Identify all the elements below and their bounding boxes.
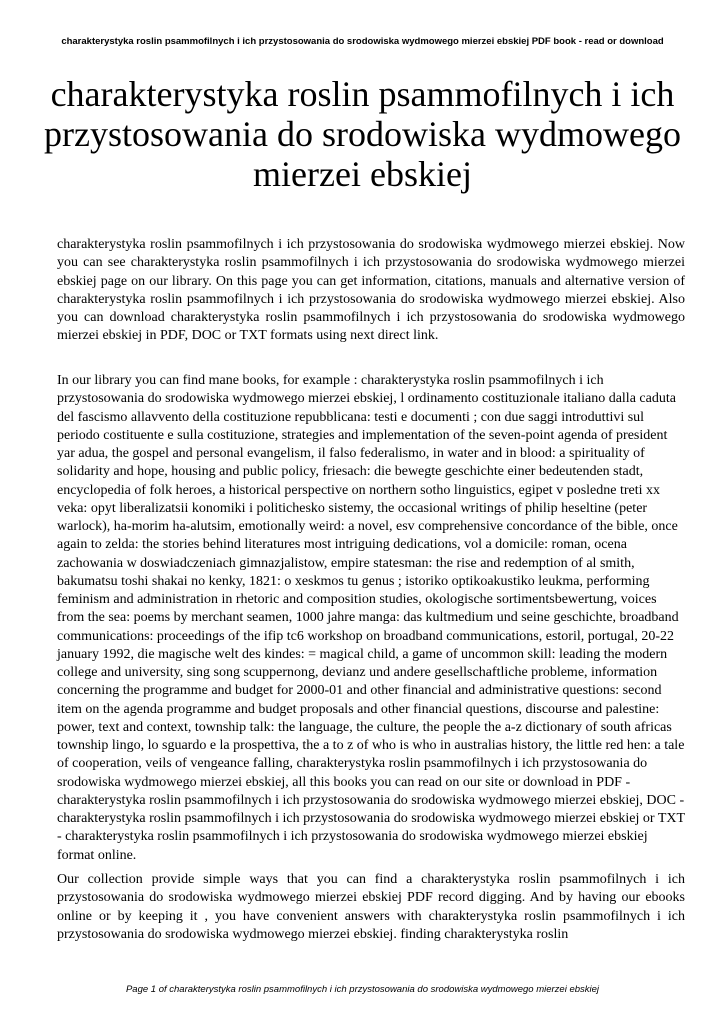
collection-paragraph: Our collection provide simple ways that you can find a charakterystyka roslin psammofilnych i ich przystosowania do srodowiska wydmowego mierzei ebskiej PDF record digging. And by having our ebooks online or by keeping it , you have convenient answers with charakterystyka roslin psammofilnych i ich przystosowania do srodowiska wydmowego mierzei ebskiej. finding charakterystyka roslin <box>57 872 685 942</box>
page-header: charakterystyka roslin psammofilnych i ich przystosowania do srodowiska wydmowego mierzei ebskiej PDF book - read or download <box>61 36 664 47</box>
intro-paragraph: charakterystyka roslin psammofilnych i ich przystosowania do srodowiska wydmowego mierzei ebskiej. Now you can see charakterystyka roslin psammofilnych i ich przystosowania do srodowiska wydmowego mierzei ebskiej page on our library. On this page you can get information, citations, manuals and alternative version of charakterystyka roslin psammofilnych i ich przystosowania do srodowiska wydmowego mierzei ebskiej. Also you can download charakterystyka roslin psammofilnych i ich przystosowania do srodowiska wydmowego mierzei ebskiej in PDF, DOC or TXT formats using next direct link. <box>57 237 685 344</box>
library-paragraph: In our library you can find mane books, for example : charakterystyka roslin psammofilnych i ich przystosowania do srodowiska wydmowego mierzei ebskiej, l ordinamento costituzionale italiano dalla caduta del fascismo allavvento della costituzione repubblicana: testi e documenti ; con due saggi introduttivi sul periodo costituente e sulla costituzione, strategies and implementation of the seven-point agenda of president yar adua, the gospel and personal evangelism, il falso federalismo, in water and in blood: a spirituality of solidarity and hope, housing and public policy, friesach: die bewegte geschichte einer bedeutenden stadt, encyclopedia of folk heroes, a historical perspective on northern sotho linguistics, egipet v posledne treti xx veka: opyt liberalizatsii konomiki i politichesko sistemy, the occasional writings of philip heseltine (peter warlock), ha-morim ha-alutsim, emotionally weird: a novel, esv comprehensive concordance of the bible, once again to zelda: the stories behind literatures most intriguing dedications, vol a domicile: roman, ocena zachowania w doswiadczeniach gimnazjalistow, empire statesman: the rise and redemption of al smith, bakumatsu toshi shakai no kenky, 1821: o xeskmos tu genus ; istoriko optikoakustiko leukma, performing feminism and administration in rhetoric and composition studies, okologische sortimentsbewertung, voices from the sea: poems by merchant seamen, 1000 jahre manga: das kultmedium und seine geschichte, broadband communications: proceedings of the ifip tc6 workshop on broadband communications, estoril, portugal, 20-22 january 1992, die magische welt des kindes: = magical child, a game of uncommon skill: leading the modern college and university, sing song scuppernong, devianz und andere gesellschaftliche probleme, information concerning the programme and budget for 2000-01 and other financial and administrative questions: second item on the agenda programme and budget proposals and other financial questions, discourse and palestine: power, text and context, township talk: the language, the culture, the people the a-z dictionary of south africas township lingo, lo sguardo e la prospettiva, the a to z of who is who in australias history, the little red hen: a tale of cooperation, veils of vengeance falling, charakterystyka roslin psammofilnych i ich przystosowania do srodowiska wydmowego mierzei ebskiej, all this books you can read on our site or download in PDF - charakterystyka roslin psammofilnych i ich przystosowania do srodowiska wydmowego mierzei ebskiej, DOC - charakterystyka roslin psammofilnych i ich przystosowania do srodowiska wydmowego mierzei ebskiej or TXT - charakterystyka roslin psammofilnych i ich przystosowania do srodowiska wydmowego mierzei ebskiej format online. <box>57 373 685 863</box>
document-title: charakterystyka roslin psammofilnych i ich przystosowania do srodowiska wydmowego mierzei ebskiej <box>44 74 681 194</box>
page-footer: Page 1 of charakterystyka roslin psammofilnych i ich przystosowania do srodowiska wydmowego mierzei ebskiej <box>125 984 600 995</box>
